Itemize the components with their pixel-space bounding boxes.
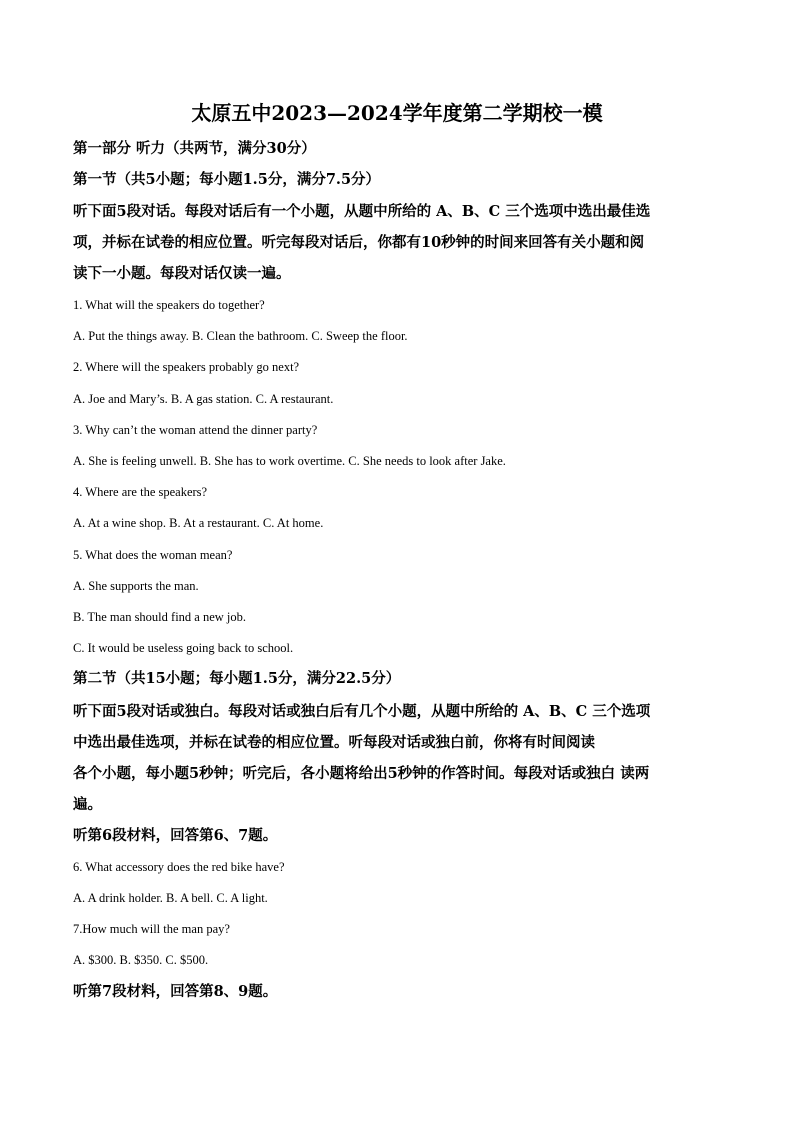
question-1-options: A. Put the things away. B. Clean the bathroom. C. Sweep the floor. <box>73 329 408 343</box>
question-4: 4. Where are the speakers? <box>73 485 208 499</box>
question-7-options: A. $300. B. $350. C. $500. <box>73 953 209 967</box>
material-6-heading: 听第6段材料，回答第6、7题。 <box>73 827 278 844</box>
section1-instruction-line: 项，并标在试卷的相应位置。听完每段对话后，你都有10秒钟的时间来回答有关小题和阅 <box>73 234 645 251</box>
section2-instruction-line: 听下面5段对话或独白。每段对话或独白后有几个小题，从题中所给的 A、B、C 三个选项 <box>73 703 651 720</box>
question-5-option-c: C. It would be useless going back to school. <box>73 641 294 655</box>
question-3-options: A. She is feeling unwell. B. She has to work overtime. C. She needs to look after Jake. <box>73 454 506 468</box>
question-5-option-b: B. The man should find a new job. <box>73 610 247 624</box>
question-7: 7.How much will the man pay? <box>73 922 230 936</box>
question-2: 2. Where will the speakers probably go next? <box>73 360 300 374</box>
section1-instruction-line: 读下一小题。每段对话仅读一遍。 <box>73 265 291 282</box>
question-6-options: A. A drink holder. B. A bell. C. A light. <box>73 891 268 905</box>
section2-heading: 第二节（共15小题；每小题1.5分，满分22.5分） <box>73 670 401 687</box>
section2-instruction-line: 遍。 <box>73 796 102 813</box>
section2-instruction-line: 各个小题，每小题5秒钟；听完后，各小题将给出5秒钟的作答时间。每段对话或独白 读两 <box>73 765 650 782</box>
material-7-heading: 听第7段材料，回答第8、9题。 <box>73 983 278 1000</box>
section1-instruction-line: 听下面5段对话。每段对话后有一个小题，从题中所给的 A、B、C 三个选项中选出最佳选 <box>73 203 651 220</box>
question-6: 6. What accessory does the red bike have? <box>73 860 285 874</box>
question-5-option-a: A. She supports the man. <box>73 579 199 593</box>
part1-heading: 第一部分 听力（共两节，满分30分） <box>73 140 316 157</box>
question-4-options: A. At a wine shop. B. At a restaurant. C. At home. <box>73 516 324 530</box>
exam-title: 太原五中2023—2024学年度第二学期校一模 <box>191 101 603 125</box>
question-3: 3. Why can’t the woman attend the dinner party? <box>73 423 318 437</box>
section1-heading: 第一节（共5小题；每小题1.5分，满分7.5分） <box>73 171 381 188</box>
question-1: 1. What will the speakers do together? <box>73 298 265 312</box>
section2-instruction-line: 中选出最佳选项，并标在试卷的相应位置。听每段对话或独白前，你将有时间阅读 <box>73 734 595 751</box>
question-5: 5. What does the woman mean? <box>73 548 233 562</box>
question-2-options: A. Joe and Mary’s. B. A gas station. C. A restaurant. <box>73 392 334 406</box>
